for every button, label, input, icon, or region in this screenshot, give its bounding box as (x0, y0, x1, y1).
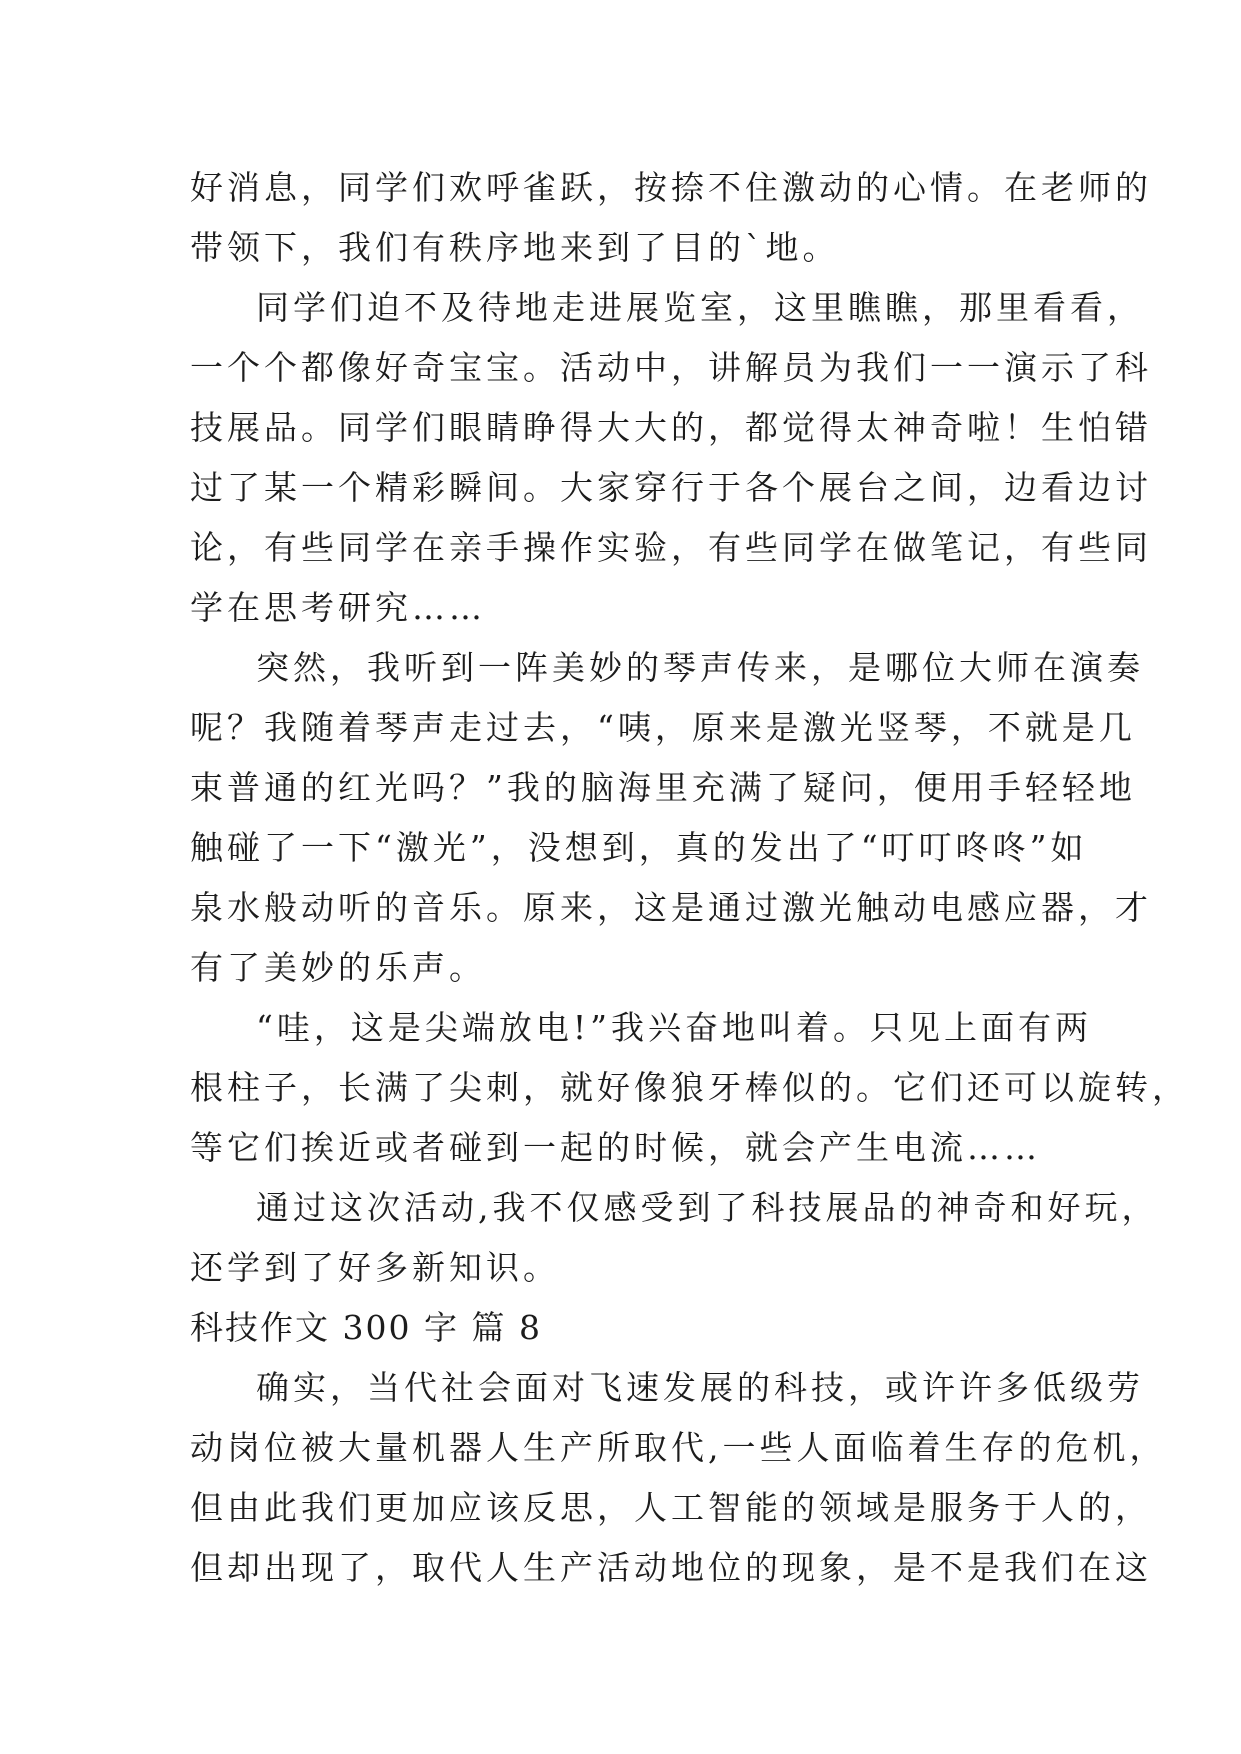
paragraph (190, 158, 1152, 278)
text-line: 论，有些同学在亲手操作实验，有些同学在做笔记，有些同 (190, 528, 1152, 567)
article-body (190, 158, 1189, 1598)
text-line: 带领下，我们有秩序地来到了目的`地。 (190, 228, 840, 267)
paragraph (190, 1358, 1167, 1598)
text-line: 束普通的红光吗？”我的脑海里充满了疑问，便用手轻轻地 (190, 768, 1136, 807)
paragraph (190, 278, 1152, 638)
text-line: 过了某一个精彩瞬间。大家穿行于各个展台之间，边看边讨 (190, 468, 1152, 507)
text-line: 技展品。同学们眼睛睁得大大的，都觉得太神奇啦！生怕错 (190, 408, 1152, 447)
text-line: 有了美妙的乐声。 (190, 948, 486, 987)
text-line: 确实，当代社会面对飞速发展的科技，或许许多低级劳 (256, 1368, 1144, 1407)
text-line: 好消息，同学们欢呼雀跃，按捺不住激动的心情。在老师的 (190, 168, 1152, 207)
text-line: 触碰了一下“激光”，没想到，真的发出了“叮叮咚咚”如 (190, 828, 1088, 867)
text-line: 突然，我听到一阵美妙的琴声传来，是哪位大师在演奏 (256, 648, 1144, 687)
text-line: 一个个都像好奇宝宝。活动中，讲解员为我们一一演示了科 (190, 348, 1152, 387)
text-line: 同学们迫不及待地走进展览室，这里瞧瞧，那里看看， (256, 288, 1144, 327)
text-line: “哇，这是尖端放电!”我兴奋地叫着。只见上面有两 (256, 1008, 1093, 1047)
section-heading: 科技作文 300 字 篇 8 (190, 1308, 542, 1347)
text-line: 还学到了好多新知识。 (190, 1248, 560, 1287)
text-line: 动岗位被大量机器人生产所取代,一些人面临着生存的危机， (190, 1428, 1167, 1467)
paragraph (190, 638, 1152, 998)
text-line: 根柱子，长满了尖刺，就好像狼牙棒似的。它们还可以旋转， (190, 1068, 1189, 1107)
text-line: 等它们挨近或者碰到一起的时候，就会产生电流…… (190, 1128, 1041, 1167)
text-line: 学在思考研究…… (190, 588, 486, 627)
text-line: 但由此我们更加应该反思，人工智能的领域是服务于人的， (190, 1488, 1152, 1527)
text-line: 泉水般动听的音乐。原来，这是通过激光触动电感应器，才 (190, 888, 1152, 927)
paragraph (190, 1178, 1159, 1298)
paragraph (190, 998, 1189, 1178)
text-line: 通过这次活动,我不仅感受到了科技展品的神奇和好玩， (256, 1188, 1159, 1227)
text-line: 呢？我随着琴声走过去，“咦，原来是激光竖琴，不就是几 (190, 708, 1136, 747)
text-line: 但却出现了，取代人生产活动地位的现象，是不是我们在这 (190, 1548, 1152, 1587)
